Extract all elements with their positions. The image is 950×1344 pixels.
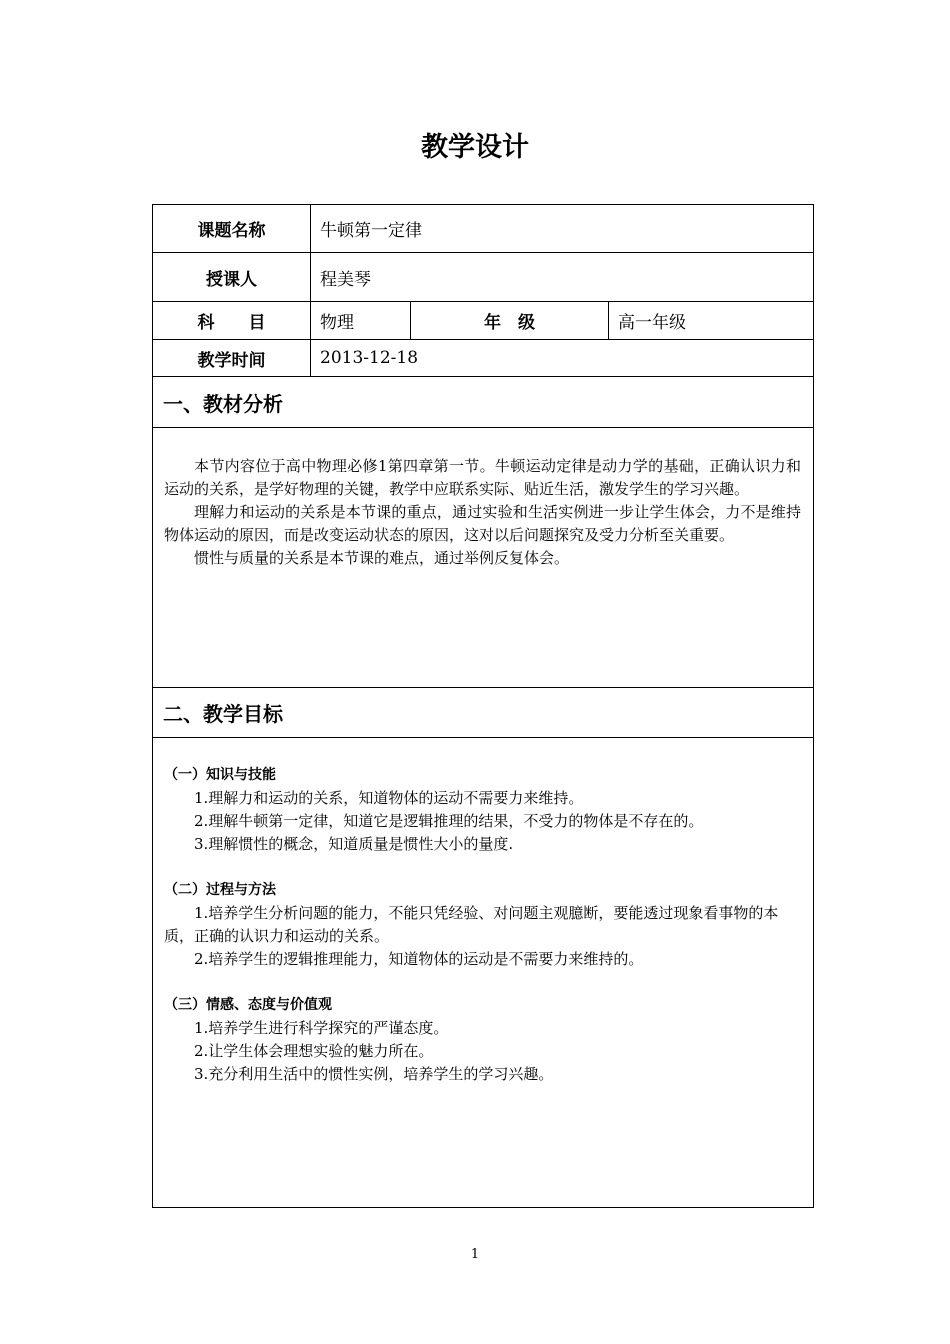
analysis-paragraph: 本节内容位于高中物理必修1第四章第一节。牛顿运动定律是动力学的基础，正确认识力和运动的关系，是学好物理的关键，教学中应联系实际、贴近生活，激发学生的学习兴趣。: [164, 457, 802, 498]
time-value: 2013-12-18: [311, 340, 814, 377]
analysis-content: [153, 428, 814, 688]
goal-item: 1.培养学生分析问题的能力，不能只凭经验、对问题主观臆断，要能透过现象看事物的本质，正确的认识力和运动的关系。: [164, 904, 779, 945]
goal-item: 2.培养学生的逻辑推理能力，知道物体的运动是不需要力来维持的。: [194, 950, 644, 968]
teacher-label: 授课人: [153, 253, 311, 302]
subject-value: 物理: [311, 302, 411, 340]
goals-content: [153, 738, 814, 1208]
topic-value: 牛顿第一定律: [311, 205, 814, 253]
analysis-paragraph: 理解力和运动的关系是本节课的重点，通过实验和生活实例进一步让学生体会，力不是维持物体运动的原因，而是改变运动状态的原因，这对以后问题探究及受力分析至关重要。: [164, 503, 802, 544]
time-label: 教学时间: [153, 340, 311, 377]
grade-value: 高一年级: [609, 302, 814, 340]
goal-group-title: （二）过程与方法: [164, 882, 276, 898]
page-title: 教学设计: [421, 132, 529, 163]
goal-item: 1.理解力和运动的关系，知道物体的运动不需要力来维持。: [194, 789, 584, 807]
teacher-value: 程美琴: [311, 253, 814, 302]
topic-label: 课题名称: [153, 205, 311, 253]
lesson-design-table: [152, 204, 814, 1208]
goal-group-title: （三）情感、态度与价值观: [164, 997, 332, 1013]
goal-item: 2.让学生体会理想实验的魅力所在。: [194, 1042, 434, 1060]
goal-item: 3.充分利用生活中的惯性实例，培养学生的学习兴趣。: [194, 1065, 554, 1083]
subject-label: 科 目: [153, 302, 311, 340]
goals-heading: 二、教学目标: [153, 688, 814, 738]
page-number: 1: [470, 1247, 480, 1262]
goal-group-title: （一）知识与技能: [164, 767, 276, 783]
analysis-heading: 一、教材分析: [153, 377, 814, 428]
goal-item: 1.培养学生进行科学探究的严谨态度。: [194, 1019, 449, 1037]
analysis-paragraph: 惯性与质量的关系是本节课的难点，通过举例反复体会。: [194, 549, 570, 567]
goal-item: 3.理解惯性的概念，知道质量是惯性大小的量度.: [194, 835, 514, 853]
grade-label: 年 级: [411, 302, 609, 340]
goal-item: 2.理解牛顿第一定律，知道它是逻辑推理的结果，不受力的物体是不存在的。: [194, 812, 704, 830]
